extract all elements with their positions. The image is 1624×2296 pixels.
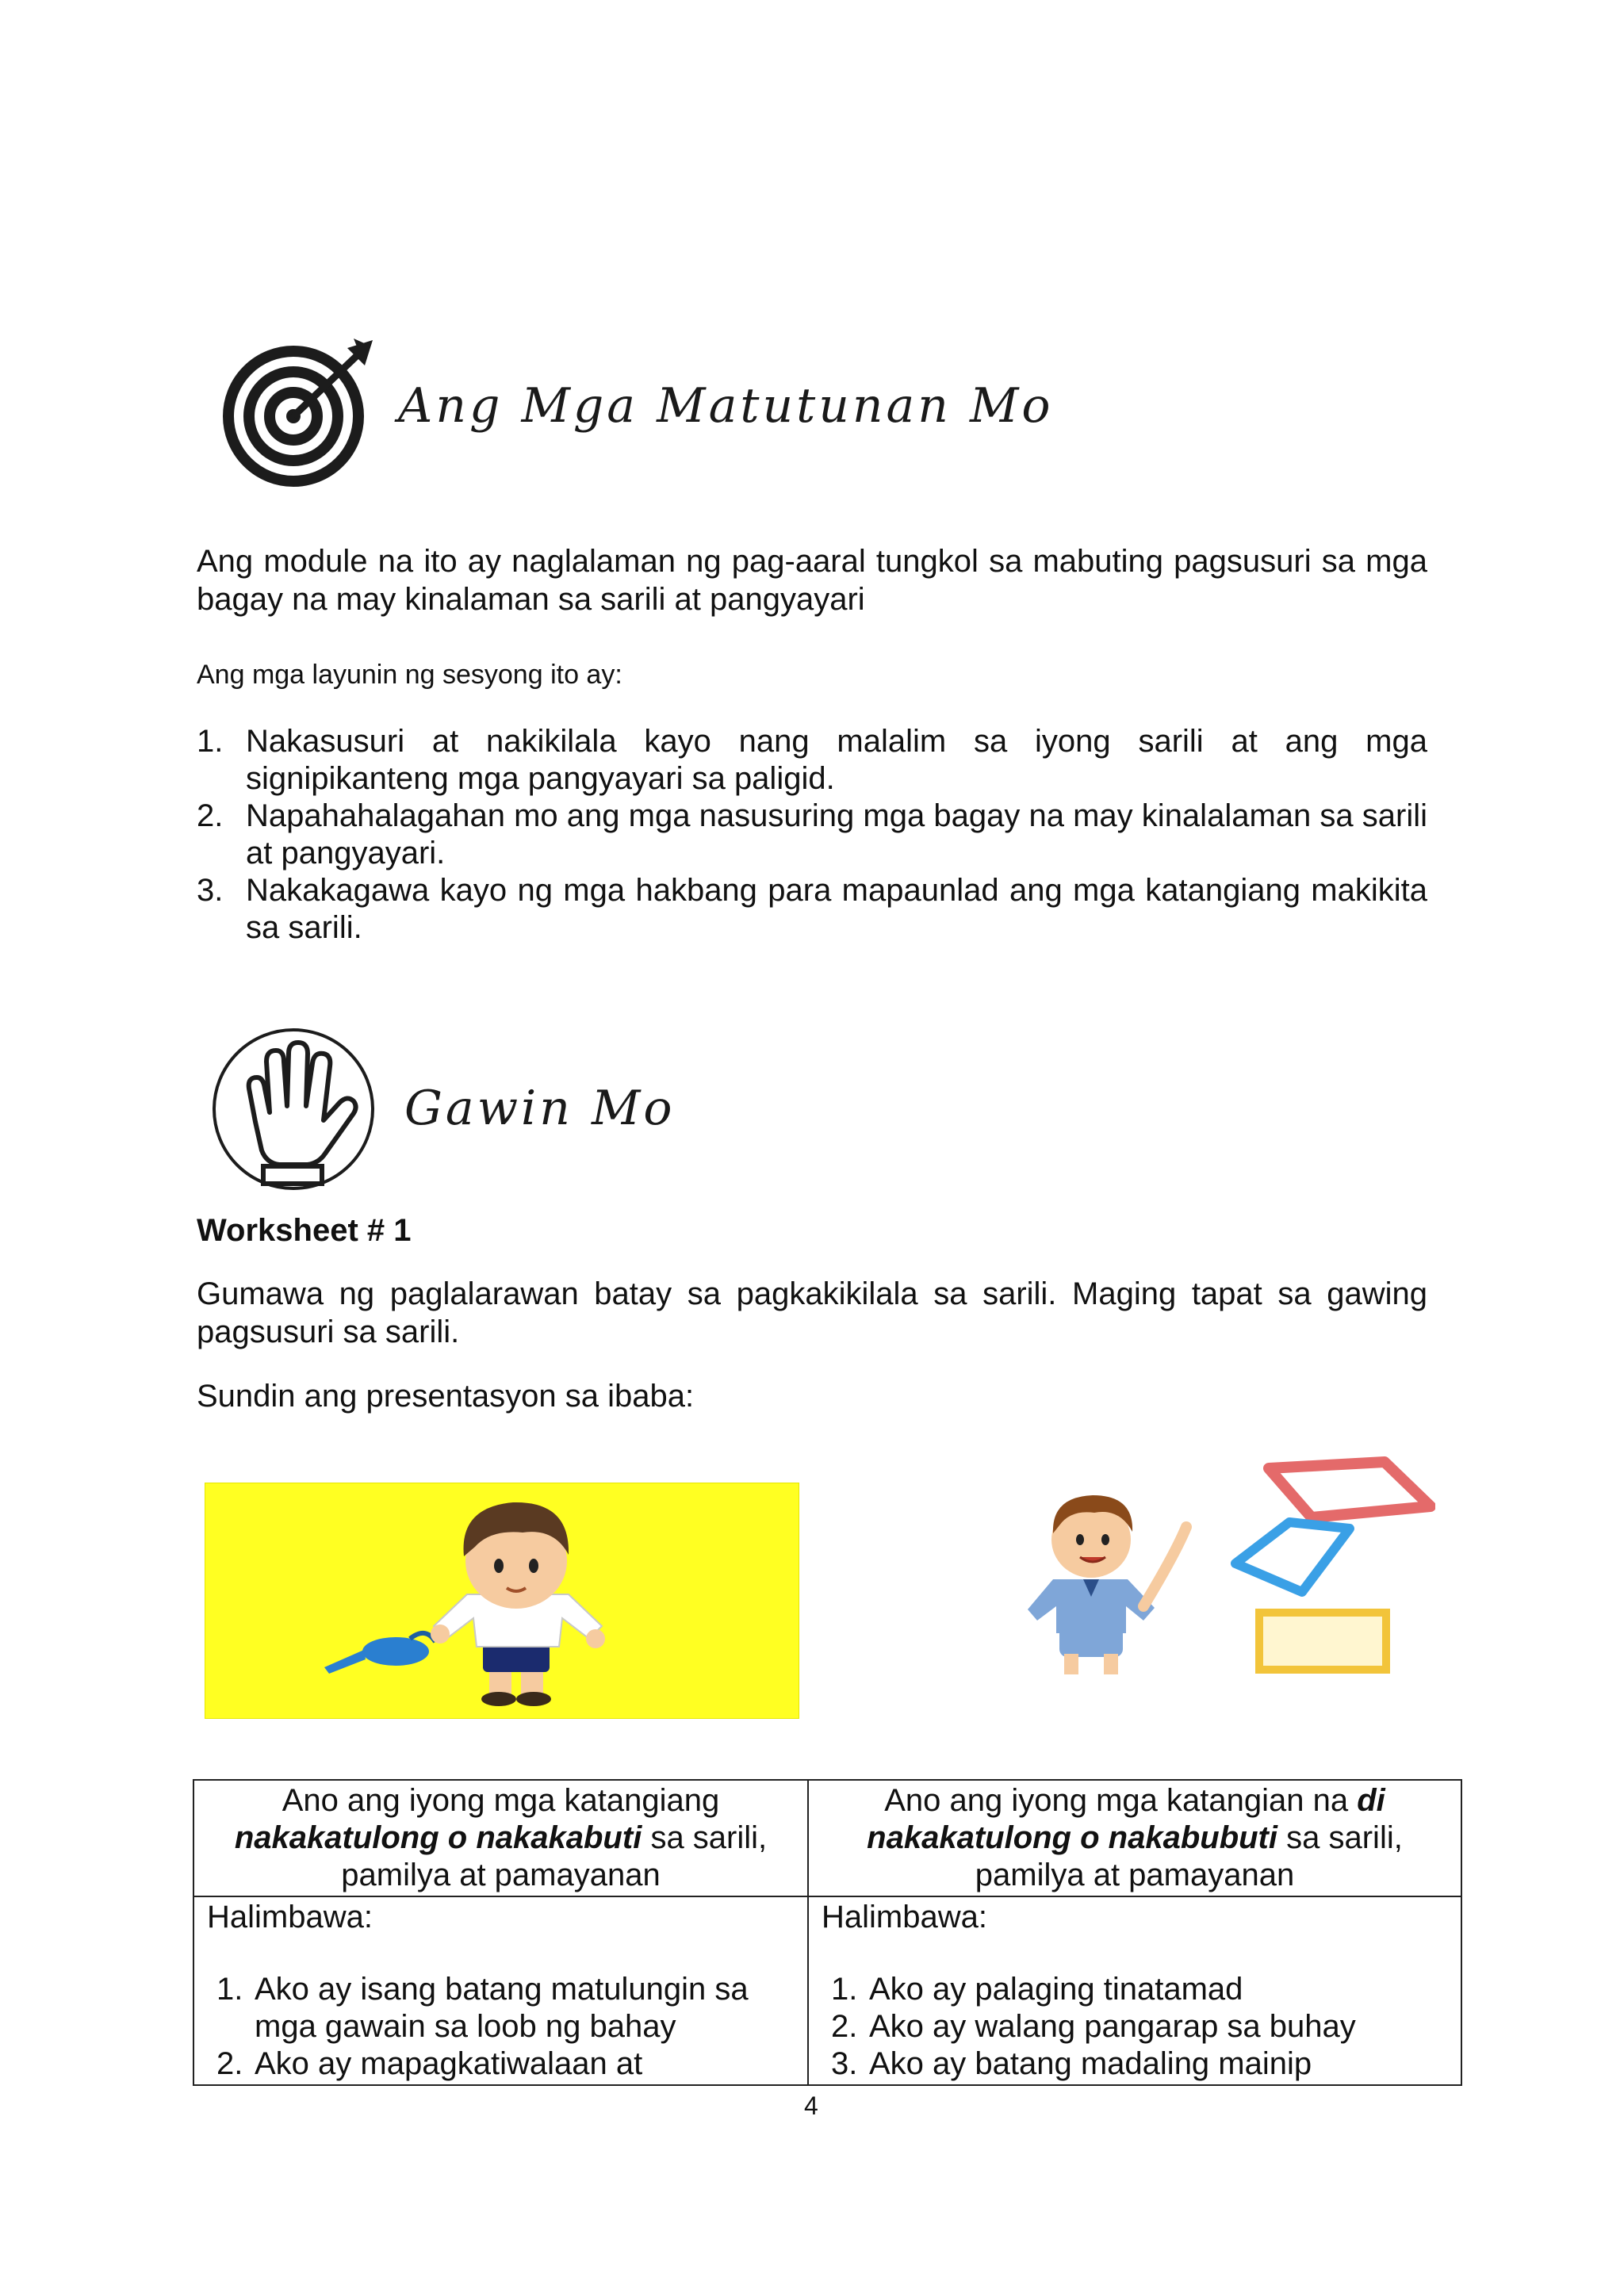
- list-item: 2. Ako ay mapagkatiwalaan at: [216, 2046, 643, 2081]
- boy-with-blocks-illustration: [1007, 1451, 1435, 1681]
- target-arrow-icon: [220, 337, 379, 488]
- list-item: 1. Ako ay palaging tinatamad: [831, 1972, 1243, 2007]
- list-item: 1. Nakasusuri at nakikilala kayo nang malalim sa iyong sarili at ang mga signipikanteng mga pangyayari sa paligid.: [197, 724, 1427, 796]
- follow-instruction: Sundin ang presentasyon sa ibaba:: [197, 1379, 695, 1414]
- objectives-lead: Ang mga layunin ng sesyong ito ay:: [197, 660, 622, 690]
- table-header-unhelpful: Ano ang iyong mga katangian na di nakakatulong o nakabubuti sa sarili, pamilya at pamayanan: [808, 1780, 1461, 1896]
- table-row: [193, 1780, 1461, 1896]
- table-cell-unhelpful-examples: Halimbawa: 1. Ako ay palaging tinatamad 2. Ako ay walang pangarap sa buhay 3. Ako ay batang madaling mainip: [808, 1896, 1461, 2085]
- table-header-helpful: Ano ang iyong mga katangiang nakakatulong o nakakabuti sa sarili, pamilya at pamayanan: [193, 1780, 808, 1896]
- section-title-gawin: Gawin Mo: [404, 1081, 676, 1136]
- section-title-matutunan: Ang Mga Matutunan Mo: [398, 378, 1054, 434]
- list-item: 2. Ako ay walang pangarap sa buhay: [831, 2009, 1356, 2044]
- characteristics-table: [193, 1779, 1462, 2086]
- list-item: 3. Ako ay batang madaling mainip: [831, 2046, 1312, 2081]
- boy-watering-plant-illustration: [205, 1483, 799, 1719]
- list-item: 3. Nakakagawa kayo ng mga hakbang para mapaunlad ang mga katangiang makikita sa sarili.: [197, 873, 1427, 945]
- table-row: [193, 1896, 1461, 2085]
- list-item: 2. Napahahalagahan mo ang mga nasusuring mga bagay na may kinalalaman sa sarili at pangyayari.: [197, 798, 1427, 871]
- intro-paragraph: Ang module na ito ay naglalaman ng pag-aaral tungkol sa mabuting pagsusuri sa mga bagay na may kinalaman sa sarili at pangyayari: [197, 544, 1427, 617]
- objectives-list: [197, 723, 1427, 947]
- list-item: 1. Ako ay isang batang matulungin sa mga gawain sa loob ng bahay: [216, 1972, 749, 2044]
- worksheet-label: Worksheet # 1: [197, 1213, 412, 1248]
- instruction-paragraph: Gumawa ng paglalarawan batay sa pagkakikilala sa sarili. Maging tapat sa gawing pagsusuri sa sarili.: [197, 1276, 1427, 1349]
- raised-hand-icon: [206, 1027, 381, 1193]
- page-number: 4: [804, 2091, 818, 2120]
- table-cell-helpful-examples: Halimbawa: 1. Ako ay isang batang matulungin sa mga gawain sa loob ng bahay 2. Ako ay mapagkatiwalaan at: [193, 1896, 808, 2085]
